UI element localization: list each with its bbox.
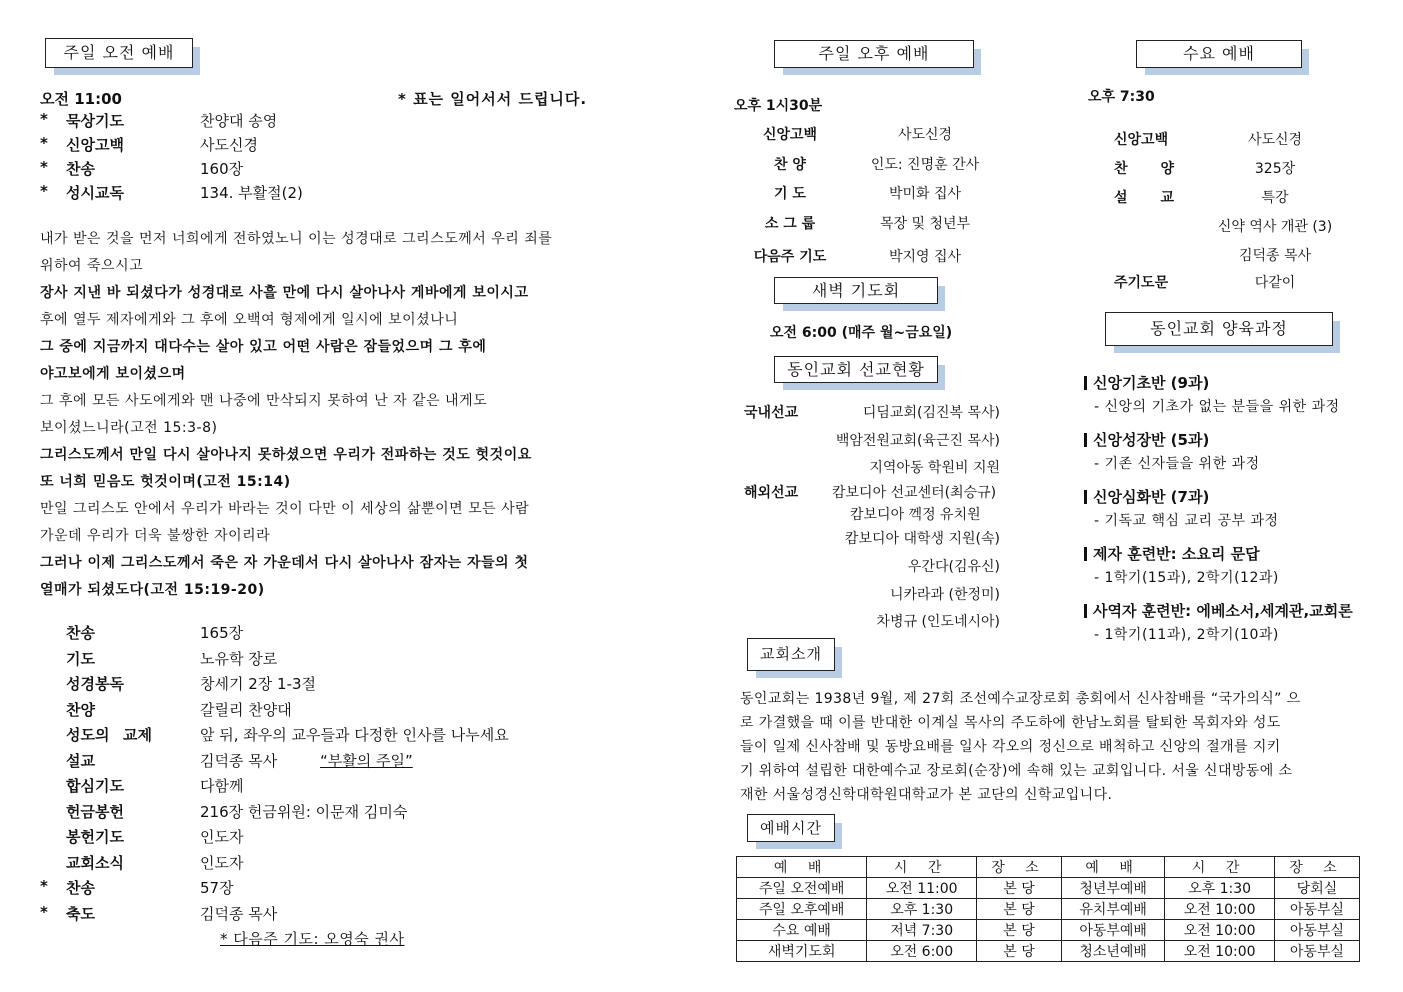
course-desc: - 신앙의 기초가 없는 분들을 위한 과정 bbox=[1094, 399, 1340, 415]
reading-line: 내가 받은 것을 먼저 너희에게 전하였노니 이는 성경대로 그리스도께서 우리 죄를 bbox=[40, 231, 553, 247]
order-label: 헌금봉헌 bbox=[66, 802, 124, 821]
order-label: 찬양 bbox=[66, 700, 95, 719]
schedule-cell: 본 당 bbox=[976, 899, 1061, 920]
order-label: 봉헌기도 bbox=[66, 828, 124, 846]
schedule-cell: 오전 10:00 bbox=[1165, 941, 1275, 962]
service-value: 다같이 bbox=[1254, 275, 1296, 291]
reading-line: 그 후에 모든 사도에게와 맨 나중에 만삭되지 못하여 난 자 같은 내게도 bbox=[40, 393, 488, 409]
morning-service-time: 오전 11:00 bbox=[40, 90, 122, 108]
intro-line: 로 가결했을 때 이를 반대한 이계실 목사의 주도하에 한남노회를 탈퇴한 목회자와 성도 bbox=[740, 715, 1281, 731]
course-name bbox=[1084, 600, 1353, 621]
order-label: 신앙고백 bbox=[66, 136, 124, 154]
mission-item: 캄보디아 선교센터(최승규) bbox=[832, 485, 997, 501]
bullet-bar-icon bbox=[1084, 490, 1087, 504]
star-mark: * bbox=[40, 182, 48, 200]
course-name-text: 제자 훈련반: 소요리 문답 bbox=[1093, 545, 1260, 563]
order-value: 갈릴리 찬양대 bbox=[200, 700, 292, 719]
schedule-cell: 유치부예배 bbox=[1062, 899, 1165, 920]
mission-item: 차병규 (인도네시아) bbox=[876, 614, 1000, 630]
next-week-prayer: * 다음주 기도: 오영숙 권사 bbox=[220, 930, 405, 948]
course-name bbox=[1084, 543, 1260, 564]
service-value: 박미화 집사 bbox=[888, 186, 962, 202]
reading-line: 보이셨느니라(고전 15:3-8) bbox=[40, 420, 218, 436]
morning-service-title: 주일 오전 예배 bbox=[45, 38, 193, 68]
mission-item: 우간다(김유신) bbox=[907, 559, 1000, 575]
service-value: 사도신경 bbox=[1247, 132, 1303, 148]
service-label: 신앙고백 bbox=[1114, 132, 1169, 148]
reading-line: 열매가 되셨도다(고전 15:19-20) bbox=[40, 582, 265, 598]
order-label: 성경봉독 bbox=[66, 675, 124, 693]
order-label: 축도 bbox=[66, 904, 95, 923]
schedule-cell: 주일 오후예배 bbox=[737, 899, 867, 920]
schedule-cell: 오후 1:30 bbox=[1165, 878, 1275, 899]
reading-line: 장사 지낸 바 되셨다가 성경대로 사흘 만에 다시 살아나사 게바에게 보이시고 bbox=[40, 285, 529, 301]
reading-line: 만일 그리스도 안에서 우리가 바라는 것이 다만 이 세상의 삶뿐이면 모든 사람 bbox=[40, 501, 530, 517]
order-label: 기도 bbox=[66, 649, 95, 668]
mission-item: 백암전원교회(육근진 목사) bbox=[835, 433, 1000, 449]
order-value: 인도자 bbox=[200, 828, 244, 846]
order-value: 김덕종 목사 bbox=[200, 751, 278, 770]
course-name-text: 신앙심화반 (7과) bbox=[1093, 488, 1210, 506]
bullet-bar-icon bbox=[1084, 433, 1087, 447]
reading-line: 그 중에 지금까지 대다수는 살아 있고 어떤 사람은 잠들었으며 그 후에 bbox=[40, 339, 487, 355]
service-value: 목장 및 청년부 bbox=[879, 216, 971, 232]
wednesday-service-title: 수요 예배 bbox=[1136, 40, 1302, 68]
star-mark: * bbox=[40, 134, 48, 152]
afternoon-service-time: 오후 1시30분 bbox=[734, 98, 823, 114]
order-label: 찬송 bbox=[66, 624, 95, 642]
schedule-cell: 아동부실 bbox=[1274, 941, 1359, 962]
schedule-cell: 아동부실 bbox=[1274, 920, 1359, 941]
church-intro-title: 교회소개 bbox=[747, 638, 835, 671]
schedule-header-cell: 예 배 bbox=[737, 857, 867, 878]
schedule-cell: 저녁 7:30 bbox=[867, 920, 977, 941]
course-name-text: 사역자 훈련반: 에베소서,세계관,교회론 bbox=[1093, 602, 1353, 620]
reading-line: 그리스도께서 만일 다시 살아나지 못하셨으면 우리가 전파하는 것도 헛것이요 bbox=[40, 447, 532, 463]
schedule-row bbox=[737, 899, 1360, 920]
intro-line: 기 위하여 설립한 대한예수교 장로회(순장)에 속해 있는 교회입니다. 서울 신대방동에 소 bbox=[740, 763, 1293, 779]
service-schedule-table bbox=[736, 856, 1360, 962]
mission-item: 캄보디아 껙정 유치원 bbox=[850, 507, 981, 523]
bullet-bar-icon bbox=[1084, 376, 1087, 390]
schedule-cell: 오후 1:30 bbox=[867, 899, 977, 920]
schedule-cell: 오전 10:00 bbox=[1165, 920, 1275, 941]
overseas-mission-label: 해외선교 bbox=[744, 485, 799, 501]
order-value: 노유학 장로 bbox=[200, 649, 278, 668]
wednesday-service-time: 오후 7:30 bbox=[1088, 89, 1155, 105]
reading-line: 야고보에게 보이셨으며 bbox=[40, 366, 186, 382]
service-label: 신앙고백 bbox=[762, 127, 818, 143]
dawn-prayer-title: 새벽 기도회 bbox=[774, 277, 938, 304]
star-mark: * bbox=[40, 877, 48, 895]
standing-note: * 표는 일어서서 드립니다. bbox=[398, 90, 588, 108]
order-label: 찬송 bbox=[66, 160, 95, 178]
order-value: 다함께 bbox=[200, 777, 244, 795]
order-value: 160장 bbox=[200, 160, 244, 178]
schedule-cell: 수요 예배 bbox=[737, 920, 867, 941]
afternoon-service-title: 주일 오후 예배 bbox=[774, 40, 974, 68]
schedule-cell: 청소년예배 bbox=[1062, 941, 1165, 962]
service-label: 찬 양 bbox=[1114, 161, 1174, 177]
order-label: 설교 bbox=[66, 751, 95, 770]
order-label: 묵상기도 bbox=[66, 112, 124, 130]
schedule-cell: 청년부예배 bbox=[1062, 878, 1165, 899]
intro-line: 재한 서울성경신학대학원대학교가 본 교단의 신학교입니다. bbox=[740, 787, 1113, 803]
schedule-cell: 당회실 bbox=[1274, 878, 1359, 899]
order-value: 창세기 2장 1-3절 bbox=[200, 675, 317, 693]
schedule-header-cell: 시 간 bbox=[867, 857, 977, 878]
order-value: 216장 헌금위원: 이문재 김미숙 bbox=[200, 802, 408, 821]
order-value: 사도신경 bbox=[200, 136, 258, 154]
schedule-title: 예배시간 bbox=[747, 814, 835, 842]
dawn-prayer-time: 오전 6:00 (매주 월~금요일) bbox=[770, 325, 953, 341]
bullet-bar-icon bbox=[1084, 547, 1087, 561]
reading-line: 그러나 이제 그리스도께서 죽은 자 가운데서 다시 살아나사 잠자는 자들의 첫 bbox=[40, 555, 529, 571]
schedule-cell: 오전 10:00 bbox=[1165, 899, 1275, 920]
service-value: 김덕종 목사 bbox=[1238, 248, 1312, 264]
service-value: 325장 bbox=[1254, 161, 1296, 177]
star-mark: * bbox=[40, 158, 48, 176]
course-name bbox=[1084, 372, 1209, 393]
domestic-mission-label: 국내선교 bbox=[744, 405, 799, 421]
schedule-cell: 새벽기도회 bbox=[737, 941, 867, 962]
order-label: 성시교독 bbox=[66, 184, 124, 202]
mission-item: 지역아동 학원비 지원 bbox=[869, 460, 1000, 476]
order-value: 김덕종 목사 bbox=[200, 904, 278, 923]
schedule-header-cell: 시 간 bbox=[1165, 857, 1275, 878]
service-label: 다음주 기도 bbox=[753, 249, 827, 265]
schedule-row bbox=[737, 878, 1360, 899]
order-value: 찬양대 송영 bbox=[200, 112, 278, 130]
reading-line: 또 너희 믿음도 헛것이며(고전 15:14) bbox=[40, 474, 291, 490]
schedule-cell: 아동부실 bbox=[1274, 899, 1359, 920]
sermon-title: “부활의 주일” bbox=[320, 751, 413, 770]
schedule-cell: 오전 11:00 bbox=[867, 878, 977, 899]
schedule-cell: 아동부예배 bbox=[1062, 920, 1165, 941]
service-label: 찬 양 bbox=[774, 157, 806, 173]
order-label: 찬송 bbox=[66, 879, 95, 897]
order-label: 교회소식 bbox=[66, 853, 124, 872]
schedule-cell: 오전 6:00 bbox=[867, 941, 977, 962]
intro-line: 들이 일제 신사참배 및 동방요배를 일사 각오의 정신으로 배척하고 신앙의 절개를 지키 bbox=[740, 739, 1281, 755]
course-name-text: 신앙기초반 (9과) bbox=[1093, 374, 1210, 392]
star-mark: * bbox=[40, 902, 48, 921]
service-value: 사도신경 bbox=[897, 127, 953, 143]
schedule-header-cell: 장 소 bbox=[1274, 857, 1359, 878]
order-value: 165장 bbox=[200, 624, 244, 642]
course-desc: - 1학기(11과), 2학기(10과) bbox=[1094, 627, 1279, 643]
schedule-cell: 본 당 bbox=[976, 941, 1061, 962]
schedule-row bbox=[737, 920, 1360, 941]
intro-line: 동인교회는 1938년 9월, 제 27회 조선예수교장로회 총회에서 신사참배를 “국가의식” 으 bbox=[740, 691, 1301, 707]
bullet-bar-icon bbox=[1084, 604, 1087, 618]
order-value: 57장 bbox=[200, 879, 234, 897]
schedule-cell: 본 당 bbox=[976, 920, 1061, 941]
service-label: 기 도 bbox=[774, 186, 806, 202]
reading-line: 후에 열두 제자에게와 그 후에 오백여 형제에게 일시에 보이셨나니 bbox=[40, 312, 459, 328]
order-value: 134. 부활절(2) bbox=[200, 184, 303, 202]
service-value: 특강 bbox=[1261, 190, 1289, 206]
service-label: 주기도문 bbox=[1114, 275, 1169, 291]
service-value: 인도: 진명훈 간사 bbox=[870, 157, 980, 173]
mission-item: 디딤교회(김진복 목사) bbox=[862, 405, 1000, 421]
course-desc: - 1학기(15과), 2학기(12과) bbox=[1094, 570, 1279, 586]
course-name-text: 신앙성장반 (5과) bbox=[1093, 431, 1210, 449]
reading-line: 가운데 우리가 더욱 불쌍한 자이리라 bbox=[40, 528, 271, 544]
star-mark: * bbox=[40, 110, 48, 128]
order-value: 앞 뒤, 좌우의 교우들과 다정한 인사를 나누세요 bbox=[200, 726, 509, 744]
service-value: 신약 역사 개관 (3) bbox=[1217, 219, 1333, 235]
education-title: 동인교회 양육과정 bbox=[1105, 312, 1333, 346]
order-label: 합심기도 bbox=[66, 777, 124, 795]
order-value: 인도자 bbox=[200, 853, 244, 872]
course-desc: - 기독교 핵심 교리 공부 과정 bbox=[1094, 513, 1279, 529]
reading-line: 위하여 죽으시고 bbox=[40, 258, 144, 274]
mission-title: 동인교회 선교현황 bbox=[774, 356, 938, 383]
schedule-header-cell: 장 소 bbox=[976, 857, 1061, 878]
service-label: 소 그 룹 bbox=[764, 216, 816, 232]
service-value: 박지영 집사 bbox=[888, 249, 962, 265]
course-name bbox=[1084, 429, 1209, 450]
mission-item: 니카라과 (한정미) bbox=[889, 587, 1000, 603]
schedule-cell: 주일 오전예배 bbox=[737, 878, 867, 899]
course-desc: - 기존 신자들을 위한 과정 bbox=[1094, 456, 1260, 472]
service-label: 설 교 bbox=[1114, 190, 1174, 206]
schedule-row bbox=[737, 941, 1360, 962]
mission-item: 캄보디아 대학생 지원(속) bbox=[844, 531, 1000, 547]
order-label: 성도의 교제 bbox=[66, 726, 152, 744]
schedule-header-cell: 예 배 bbox=[1062, 857, 1165, 878]
course-name bbox=[1084, 486, 1209, 507]
schedule-cell: 본 당 bbox=[976, 878, 1061, 899]
